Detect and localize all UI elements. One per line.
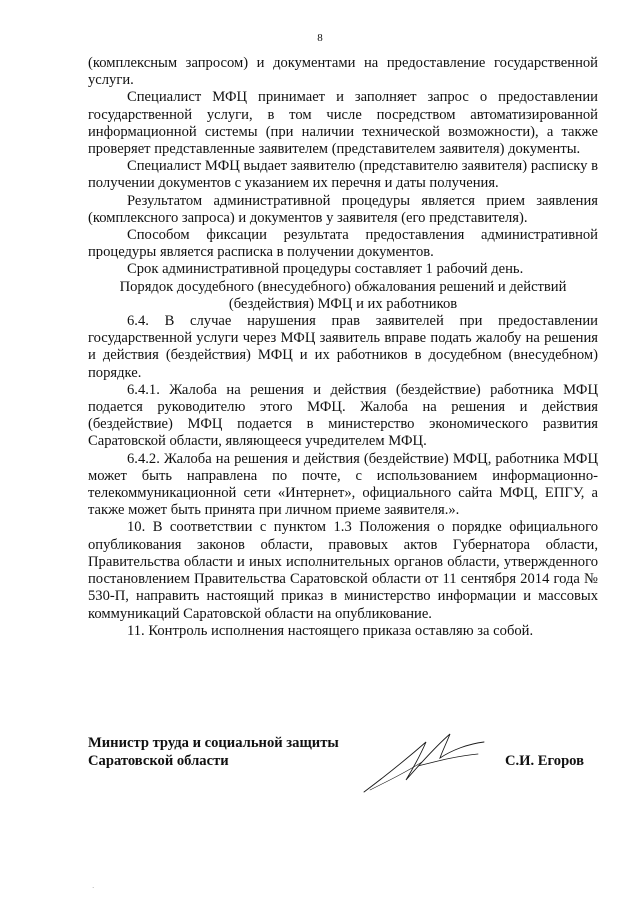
signature-block bbox=[88, 734, 598, 794]
signer-title bbox=[88, 734, 339, 770]
paragraph-2: Специалист МФЦ выдает заявителю (представителю заявителя) расписку в получении документов с указанием их перечня и даты получения. bbox=[88, 158, 598, 192]
document-body bbox=[88, 55, 598, 640]
paragraph-4: Способом фиксации результата предоставления административной процедуры является расписка в получении документов. bbox=[88, 227, 598, 261]
paragraph-9: 6.4.2. Жалоба на решения и действия (бездействие) МФЦ, работника МФЦ может быть направлена по почте, с использованием информационно-телекоммуникационной сети «Интернет», официального сайта МФЦ, ЕПГУ, а также может быть принята при личном приеме заявителя.». bbox=[88, 450, 598, 519]
signer-name: С.И. Егоров bbox=[504, 753, 584, 769]
paragraph-7: 6.4. В случае нарушения прав заявителей при предоставлении государственной услуги через МФЦ заявитель вправе подать жалобу на решения и действия (бездействия) МФЦ и их работников в досудебном (внесудебном) порядке. bbox=[88, 313, 598, 381]
signer-title-line-2: Саратовской области bbox=[88, 753, 229, 769]
section-heading: Порядок досудебного (внесудебного) обжалования решений и действий (бездействия) МФЦ и их работников bbox=[119, 278, 567, 312]
handwritten-signature-icon bbox=[360, 722, 488, 798]
page-number: 8 bbox=[317, 32, 323, 44]
paragraph-10: 10. В соответствии с пунктом 1.3 Положения о порядке официального опубликования законов области, правовых актов Губернатора области, Правительства области и иных исполнительных органов области, утвержденного постановлением Правительства Саратовской области от 11 сентября 2014 года № 530-П, направить настоящий приказ в министерство информации и массовых коммуникаций Саратовской области на опубликование. bbox=[88, 519, 598, 622]
paragraph-1: Специалист МФЦ принимает и заполняет запрос о предоставлении государственной услуги, в том числе посредством автоматизированной информационной системы (при наличии технической возможности), а также проверяет представленные заявителем (представителем заявителя) документы. bbox=[88, 89, 598, 158]
paragraph-5: Срок административной процедуры составляет 1 рабочий день. bbox=[127, 261, 524, 278]
paragraph-0: (комплексным запросом) и документами на предоставление государственной услуги. bbox=[88, 55, 598, 89]
corner-mark: · bbox=[92, 884, 95, 892]
paragraph-3: Результатом административной процедуры является прием заявления (комплексного запроса) и документов у заявителя (его представителя). bbox=[88, 192, 598, 226]
signer-title-line-1: Министр труда и социальной защиты bbox=[88, 735, 339, 751]
paragraph-8: 6.4.1. Жалоба на решения и действия (бездействие) работника МФЦ подается руководителю этого МФЦ. Жалоба на решения и действия (бездействие) МФЦ подается в министерство экономического развития Саратовской области, являющееся учредителем МФЦ. bbox=[88, 381, 598, 450]
paragraph-11: 11. Контроль исполнения настоящего приказа оставляю за собой. bbox=[127, 622, 534, 639]
